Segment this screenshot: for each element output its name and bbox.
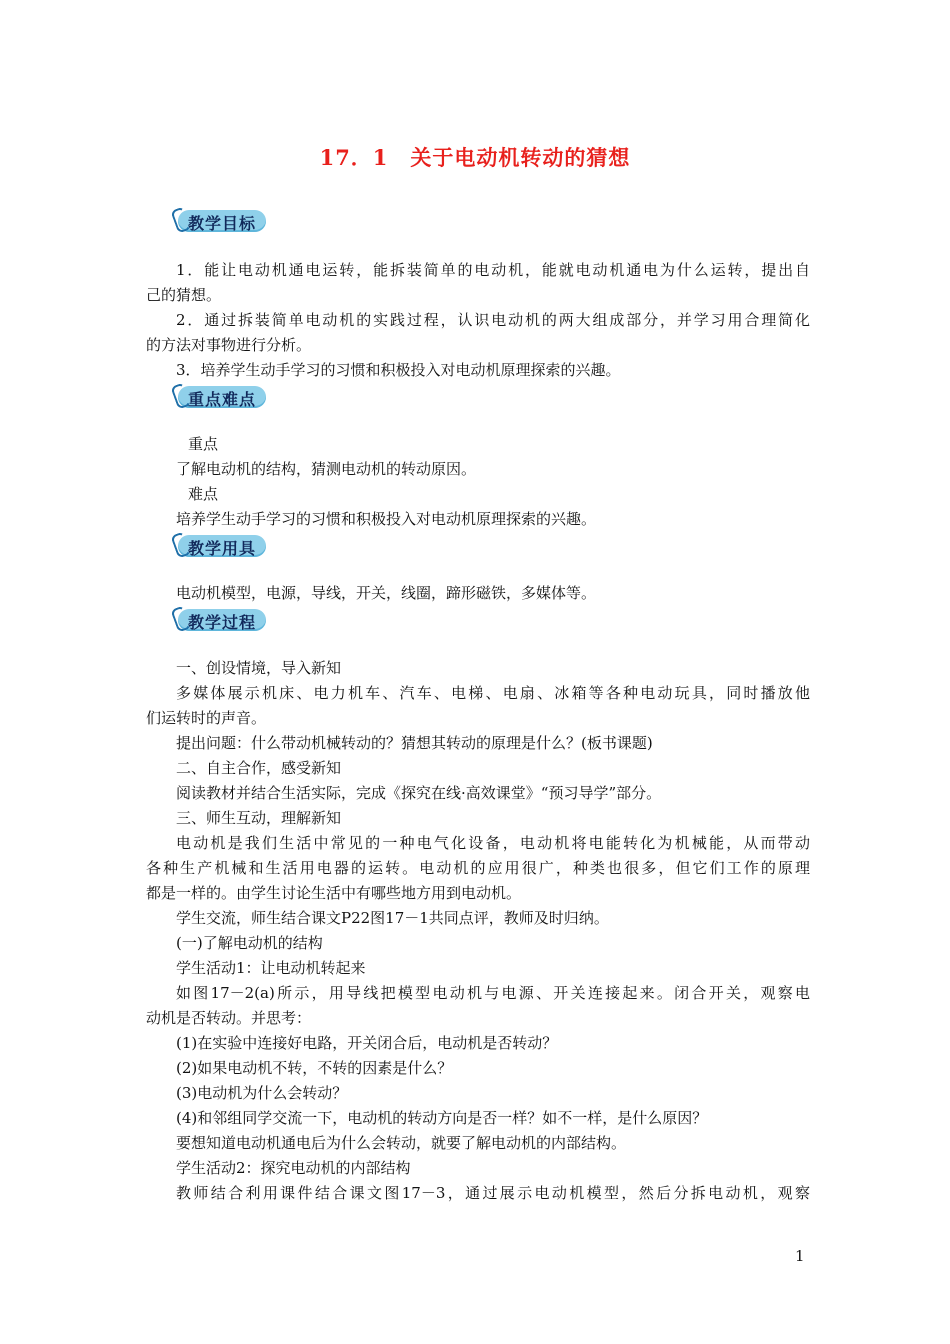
goal-line-3: 3．培养学生动手学习的习惯和积极投入对电动机原理探索的兴趣。 xyxy=(176,361,621,379)
process-line: 学生交流，师生结合课文P22图17－1共同点评，教师及时归纳。 xyxy=(176,909,609,927)
process-line: 电动机是我们生活中常见的一种电气化设备，电动机将电能转化为机械能，从而带动 xyxy=(176,834,810,852)
difficulty-heading: 难点 xyxy=(188,485,219,503)
section-tag-key-points xyxy=(174,384,266,410)
key-text: 了解电动机的结构，猜测电动机的转动原因。 xyxy=(176,460,477,478)
process-line: 教师结合利用课件结合课文图17－3，通过展示电动机模型，然后分拆电动机，观察 xyxy=(176,1184,810,1202)
process-subheading: (一)了解电动机的结构 xyxy=(176,934,323,952)
question-1: (1)在实验中连接好电路，开关闭合后，电动机是否转动？ xyxy=(176,1034,558,1052)
goal-line-1b: 己的猜想。 xyxy=(146,286,222,304)
section-label: 教学过程 xyxy=(188,613,257,632)
process-heading-3: 三、师生互动，理解新知 xyxy=(176,809,342,827)
key-heading: 重点 xyxy=(188,435,219,453)
process-line: 各种生产机械和生活用电器的运转。电动机的应用很广，种类也很多，但它们工作的原理 xyxy=(146,859,810,877)
section-label: 教学用具 xyxy=(188,539,257,558)
process-line: 阅读教材并结合生活实际，完成《探究在线·高效课堂》“预习导学”部分。 xyxy=(176,784,662,802)
process-heading-1: 一、创设情境，导入新知 xyxy=(176,659,342,677)
section-label: 重点难点 xyxy=(188,390,257,409)
question-4: (4)和邻组同学交流一下，电动机的转动方向是否一样？如不一样，是什么原因？ xyxy=(176,1109,708,1127)
page-title: 17．1 关于电动机转动的猜想 xyxy=(319,145,631,170)
process-line: 提出问题：什么带动机械转动的？猜想其转动的原理是什么？(板书课题) xyxy=(176,734,653,752)
section-tag-process xyxy=(174,607,266,633)
question-3: (3)电动机为什么会转动？ xyxy=(176,1084,348,1102)
process-line: 多媒体展示机床、电力机车、汽车、电梯、电扇、冰箱等各种电动玩具，同时播放他 xyxy=(176,684,810,702)
process-line: 动机是否转动。并思考： xyxy=(146,1009,312,1027)
activity-heading-2: 学生活动2：探究电动机的内部结构 xyxy=(176,1159,411,1177)
process-line: 要想知道电动机通电后为什么会转动，就要了解电动机的内部结构。 xyxy=(176,1134,627,1152)
question-2: (2)如果电动机不转，不转的因素是什么？ xyxy=(176,1059,453,1077)
section-label: 教学目标 xyxy=(188,214,257,233)
process-line: 如图17－2(a)所示，用导线把模型电动机与电源、开关连接起来。闭合开关，观察电 xyxy=(176,984,810,1002)
activity-heading-1: 学生活动1：让电动机转起来 xyxy=(176,959,366,977)
difficulty-text: 培养学生动手学习的习惯和积极投入对电动机原理探索的兴趣。 xyxy=(176,510,597,528)
goal-line-2: 2．通过拆装简单电动机的实践过程，认识电动机的两大组成部分，并学习用合理简化 xyxy=(176,311,810,329)
process-heading-2: 二、自主合作，感受新知 xyxy=(176,759,342,777)
section-tag-goals xyxy=(174,208,266,234)
page-number: 1 xyxy=(795,1247,805,1265)
tools-text: 电动机模型，电源，导线，开关，线圈，蹄形磁铁，多媒体等。 xyxy=(176,584,597,602)
goal-line-1: 1．能让电动机通电运转，能拆装简单的电动机，能就电动机通电为什么运转，提出自 xyxy=(176,261,810,279)
process-line: 们运转时的声音。 xyxy=(146,709,267,727)
goal-line-2b: 的方法对事物进行分析。 xyxy=(146,336,312,354)
section-tag-tools xyxy=(174,533,266,559)
process-line: 都是一样的。由学生讨论生活中有哪些地方用到电动机。 xyxy=(146,884,522,902)
